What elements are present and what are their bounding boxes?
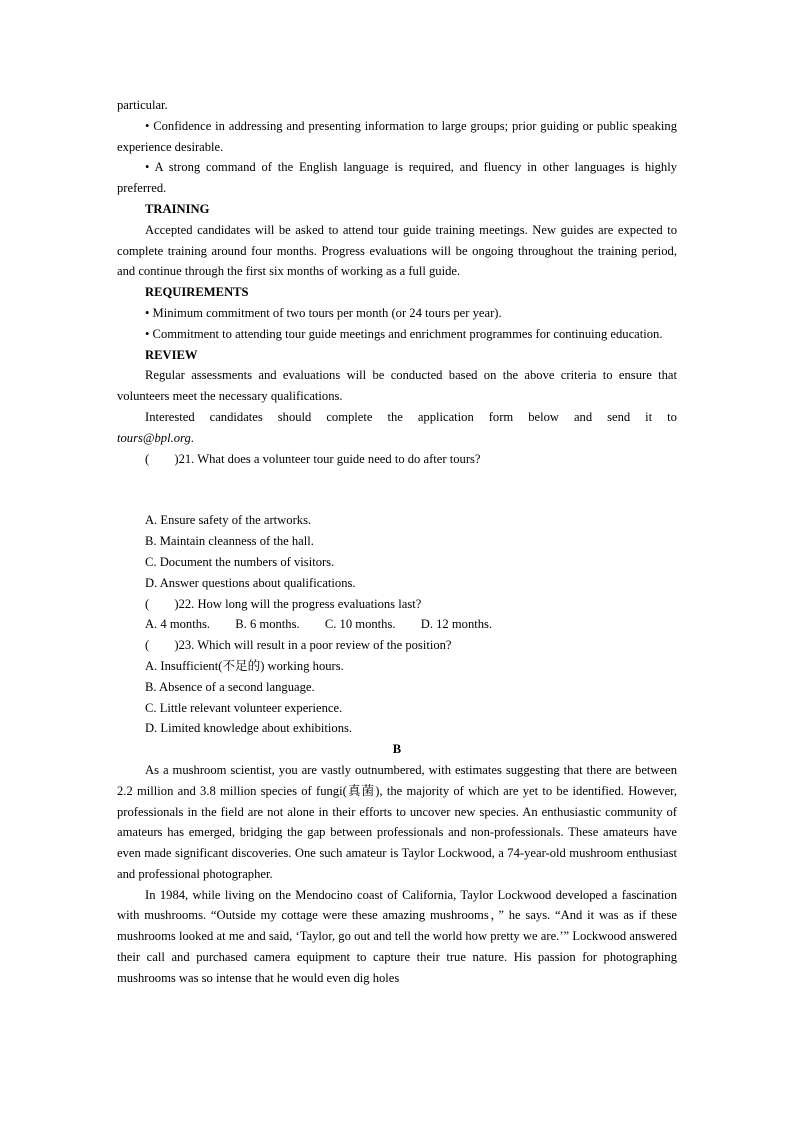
q21-option-d: D. Answer questions about qualifications. [145, 575, 356, 590]
q22-option-c: C. 10 months. [324, 617, 396, 632]
apply-word: it [645, 409, 653, 424]
q21-option-b: B. Maintain cleanness of the hall. [145, 534, 314, 549]
training-paragraph: Accepted candidates will be asked to attend tour guide training meetings. New guides are expected to complete training around four months. Progress evaluations will be ongoing throughout the training period, and continue through the first six months of working as a full guide. [117, 222, 677, 279]
qualification-bullet-2: • A strong command of the English language is required, and fluency in other languages is highly preferred. [117, 160, 677, 196]
apply-word: should [277, 409, 312, 424]
email-period: . [190, 430, 194, 445]
apply-word: application [417, 409, 474, 424]
q22-options [117, 614, 677, 635]
q21-option-c: C. Document the numbers of visitors. [145, 554, 335, 569]
question-22: ( )22. How long will the progress evaluations last? [145, 596, 422, 611]
question-21: ( )21. What does a volunteer tour guide need to do after tours? [145, 451, 481, 466]
email-address: tours@bpl.org [117, 430, 191, 445]
passage-b-paragraph-1: As a mushroom scientist, you are vastly outnumbered, with estimates suggesting that there are between 2.2 million and 3.8 million species of fungi(真菌), the majority of which are yet to be identified. However, professionals in the field are not alone in their efforts to uncover new species. An enthusiastic community of amateurs has emerged, bridging the gap between professionals and non-professionals. These amateurs have even made significant discoveries. One such amateur is Taylor Lockwood, a 74-year-old mushroom enthusiast and professional photographer. [117, 762, 677, 881]
q22-option-b: B. 6 months. [235, 617, 300, 632]
document-page [117, 95, 677, 989]
review-heading: REVIEW [145, 347, 198, 362]
apply-word: send [607, 409, 631, 424]
training-heading: TRAINING [145, 201, 210, 216]
question-23: ( )23. Which will result in a poor review of the position? [145, 638, 452, 653]
q23-option-d: D. Limited knowledge about exhibitions. [145, 721, 353, 736]
apply-word: form [488, 409, 514, 424]
apply-word: and [573, 409, 593, 424]
requirements-heading: REQUIREMENTS [145, 285, 249, 300]
qualification-bullet-1: • Confidence in addressing and presenting information to large groups; prior guiding or public speaking experience desirable. [117, 118, 677, 154]
review-paragraph: Regular assessments and evaluations will be conducted based on the above criteria to ensure that volunteers meet the necessary qualifications. [117, 368, 677, 404]
apply-word: Interested [145, 409, 195, 424]
q23-option-a: A. Insufficient(不足的) working hours. [145, 658, 344, 673]
q23-option-b: B. Absence of a second language. [145, 679, 315, 694]
apply-word: candidates [209, 409, 263, 424]
requirement-bullet-1: • Minimum commitment of two tours per month (or 24 tours per year). [145, 305, 502, 320]
continuation-text: particular. [117, 98, 168, 112]
requirement-bullet-2: • Commitment to attending tour guide meetings and enrichment programmes for continuing education. [145, 326, 663, 341]
apply-word: complete [326, 409, 373, 424]
answer-gap [117, 469, 677, 510]
apply-word: below [528, 409, 559, 424]
section-b-heading: B [392, 742, 402, 757]
apply-word: the [387, 409, 403, 424]
passage-b-paragraph-2: In 1984, while living on the Mendocino coast of California, Taylor Lockwood developed a fascination with mushrooms. “Outside my cottage were these amazing mushrooms，” he says. “And it was as if these mushrooms looked at me and said, ‘Taylor, go out and tell the world how pretty we are.’” Lockwood answered their call and purchased camera equipment to capture their true nature. His passion for photographing mushrooms was so intense that he would even dig holes [117, 887, 677, 985]
email-line [117, 428, 677, 449]
q23-option-c: C. Little relevant volunteer experience. [145, 700, 343, 715]
apply-line [117, 407, 677, 428]
q21-option-a: A. Ensure safety of the artworks. [145, 513, 312, 528]
apply-word: to [667, 409, 677, 424]
q22-option-a: A. 4 months. [145, 617, 211, 632]
q22-option-d: D. 12 months. [420, 617, 493, 632]
